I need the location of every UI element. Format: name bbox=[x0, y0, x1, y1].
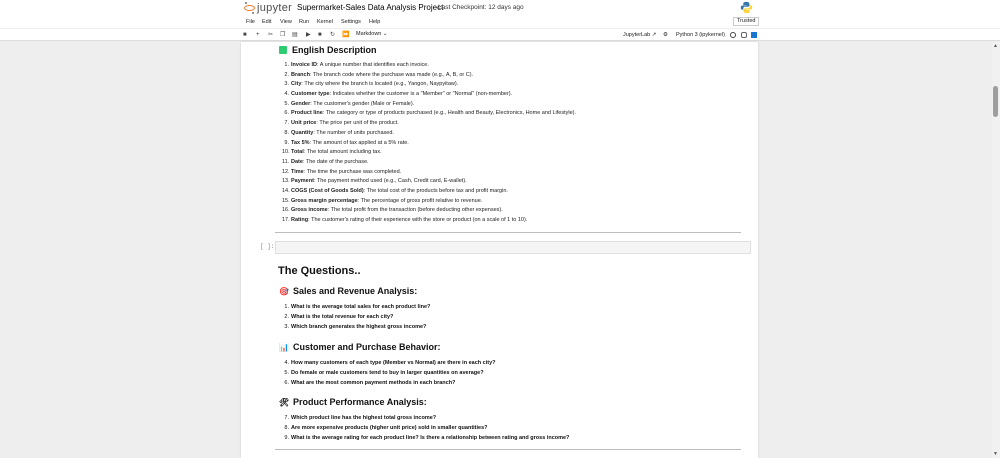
python-logo-icon bbox=[740, 1, 753, 14]
term: City bbox=[291, 81, 302, 88]
tools-icon: 🛠 bbox=[279, 397, 290, 407]
term: Payment bbox=[291, 178, 314, 185]
list-item bbox=[282, 158, 576, 168]
question-item bbox=[282, 358, 495, 368]
jupyter-logo-icon bbox=[244, 2, 255, 14]
bar-chart-icon: 📊 bbox=[279, 342, 289, 352]
term: Branch bbox=[291, 71, 310, 78]
list-item bbox=[282, 187, 576, 197]
jupyter-logo[interactable] bbox=[244, 2, 292, 14]
term-description: : The category or type of products purchased (e.g., Health and Beauty, Electronics, Home and Lifestyle). bbox=[322, 110, 577, 117]
term-description: : The city where the branch is located (e.g., Yangon, Naypyitaw). bbox=[301, 81, 459, 88]
section-heading-customer bbox=[279, 342, 441, 352]
term-description: : The price per unit of the product. bbox=[316, 120, 399, 127]
term-description: : The payment method used (e.g., Cash, Credit card, E-wallet). bbox=[313, 178, 467, 185]
logo-text: jupyter bbox=[257, 2, 293, 14]
term-description: : The amount of tax applied at a 5% rate. bbox=[309, 139, 409, 146]
list-number: 4. bbox=[284, 91, 289, 98]
list-item bbox=[282, 177, 576, 187]
question-number: 3. bbox=[284, 324, 289, 330]
questions-title: The Questions.. bbox=[278, 265, 361, 277]
term-description: : The percentage of gross profit relative to revenue. bbox=[357, 197, 483, 204]
question-number: 1. bbox=[284, 304, 289, 310]
scroll-down-icon[interactable]: ▼ bbox=[993, 451, 998, 457]
empty-code-cell[interactable] bbox=[275, 241, 751, 254]
list-number: 2. bbox=[284, 71, 289, 78]
menu-bar bbox=[0, 17, 1000, 28]
question-text: Which branch generates the highest gross income? bbox=[291, 324, 427, 330]
question-item bbox=[282, 302, 430, 312]
english-description-title: English Description bbox=[292, 45, 377, 55]
term-description: : The customer's gender (Male or Female). bbox=[310, 100, 415, 107]
term: Gross margin percentage bbox=[291, 197, 358, 204]
english-description-list bbox=[282, 61, 576, 226]
question-number: 5. bbox=[284, 370, 289, 376]
list-number: 1. bbox=[284, 62, 289, 68]
question-text: What is the average total sales for each product line? bbox=[291, 304, 431, 310]
fast-forward-icon[interactable]: ⏩ bbox=[342, 32, 350, 38]
menu-view[interactable]: View bbox=[280, 19, 292, 25]
term-description: : The number of units purchased. bbox=[313, 129, 394, 136]
paste-icon[interactable]: ▤ bbox=[292, 32, 298, 38]
menu-edit[interactable]: Edit bbox=[262, 19, 272, 25]
jupyterlab-label: JupyterLab bbox=[623, 32, 651, 38]
term: Tax 5% bbox=[291, 139, 310, 146]
term-description: : The total cost of the products before tax and profit margin. bbox=[363, 187, 508, 194]
term: Unit price bbox=[291, 120, 317, 127]
question-number: 2. bbox=[284, 314, 289, 320]
menu-run[interactable]: Run bbox=[299, 19, 310, 25]
list-item bbox=[282, 139, 576, 149]
notebook-toolbar bbox=[0, 29, 1000, 41]
list-item bbox=[282, 119, 576, 129]
question-item bbox=[282, 423, 569, 433]
term: Quantity bbox=[291, 129, 314, 136]
restart-icon[interactable]: ↻ bbox=[330, 32, 336, 38]
questions-list-customer bbox=[282, 358, 495, 388]
external-link-icon: ↗ bbox=[651, 32, 657, 38]
term: Rating bbox=[291, 217, 309, 223]
notebook-title[interactable]: Supermarket-Sales Data Analysis Project bbox=[297, 3, 444, 12]
list-number: 7. bbox=[284, 120, 289, 127]
term: Gender bbox=[291, 100, 311, 107]
term: Invoice ID bbox=[291, 62, 317, 68]
list-item bbox=[282, 168, 576, 178]
section-title: Sales and Revenue Analysis: bbox=[293, 286, 418, 296]
menu-file[interactable]: File bbox=[246, 19, 255, 25]
menu-settings[interactable]: Settings bbox=[341, 19, 361, 25]
question-text: Are more expensive products (higher unit price) sold in smaller quantities? bbox=[291, 425, 488, 431]
list-item bbox=[282, 197, 576, 207]
term-description: : The time the purchase was completed. bbox=[303, 168, 402, 175]
trusted-indicator[interactable]: Trusted bbox=[733, 17, 759, 26]
question-text: Which product line has the highest total gross income? bbox=[291, 415, 437, 421]
list-number: 16. bbox=[282, 207, 290, 214]
list-number: 17. bbox=[282, 217, 290, 223]
english-description-heading bbox=[279, 45, 377, 55]
question-number: 7. bbox=[284, 415, 289, 421]
list-item bbox=[282, 71, 576, 81]
question-number: 6. bbox=[284, 380, 289, 386]
cell-type-select[interactable] bbox=[356, 31, 388, 37]
chevron-down-icon: ⌄ bbox=[382, 31, 388, 37]
cut-icon[interactable]: ✂ bbox=[268, 32, 274, 38]
question-number: 8. bbox=[284, 425, 289, 431]
term: Gross income bbox=[291, 207, 328, 214]
scrollbar[interactable] bbox=[992, 42, 1000, 458]
stop-icon[interactable]: ■ bbox=[318, 32, 322, 38]
scrollbar-thumb[interactable] bbox=[993, 86, 998, 117]
list-number: 10. bbox=[282, 149, 290, 156]
section-title: Product Performance Analysis: bbox=[293, 397, 427, 407]
term-description: : The total profit from the transaction (before deducting other expenses). bbox=[327, 207, 503, 214]
list-item bbox=[282, 90, 576, 100]
cell-type-value: Markdown bbox=[356, 31, 382, 37]
scroll-up-icon[interactable]: ▲ bbox=[993, 43, 998, 49]
jupyterlab-link[interactable] bbox=[623, 32, 656, 38]
term: Date bbox=[291, 158, 303, 165]
question-number: 4. bbox=[284, 360, 289, 366]
top-header bbox=[0, 0, 1000, 17]
term: Time bbox=[291, 168, 304, 175]
list-number: 12. bbox=[282, 168, 290, 175]
list-number: 11. bbox=[282, 158, 290, 165]
cell-prompt: [ ]: bbox=[260, 243, 275, 250]
question-text: What is the average rating for each product line? Is there a relationship between rating and gross income? bbox=[291, 435, 570, 441]
list-item bbox=[282, 216, 576, 226]
menu-help[interactable]: Help bbox=[369, 19, 381, 25]
list-number: 14. bbox=[282, 187, 290, 194]
list-number: 13. bbox=[282, 178, 290, 185]
list-number: 15. bbox=[282, 197, 290, 204]
debugger-icon[interactable] bbox=[741, 32, 747, 38]
settings-icon[interactable]: ⚙ bbox=[663, 32, 668, 38]
menu-kernel[interactable]: Kernel bbox=[317, 19, 333, 25]
term-description: : The branch code where the purchase was made (e.g., A, B, or C). bbox=[309, 71, 474, 78]
question-text: What is the total revenue for each city? bbox=[291, 314, 394, 320]
question-item bbox=[282, 413, 569, 423]
kernel-status-icon bbox=[730, 32, 736, 38]
term-description: : A unique number that identifies each invoice. bbox=[316, 62, 429, 68]
copy-icon[interactable]: ❐ bbox=[280, 32, 286, 38]
divider bbox=[275, 449, 741, 450]
kernel-name[interactable]: Python 3 (ipykernel) bbox=[676, 32, 725, 38]
term: Customer type bbox=[291, 91, 330, 98]
section-heading-sales bbox=[279, 286, 417, 296]
question-item bbox=[282, 433, 569, 443]
term-description: : The total amount including tax. bbox=[303, 149, 382, 156]
question-item bbox=[282, 378, 495, 388]
list-item bbox=[282, 129, 576, 139]
term: COGS (Cost of Goods Sold) bbox=[291, 187, 364, 194]
save-icon[interactable]: ■ bbox=[243, 32, 247, 38]
questions-list-sales bbox=[282, 302, 430, 332]
question-item bbox=[282, 368, 495, 378]
question-text: What are the most common payment methods in each branch? bbox=[291, 380, 456, 386]
question-item bbox=[282, 312, 430, 322]
question-item bbox=[282, 322, 430, 332]
list-number: 8. bbox=[284, 129, 289, 136]
question-text: Do female or male customers tend to buy in larger quantities on average? bbox=[291, 370, 484, 376]
divider bbox=[275, 232, 741, 233]
target-icon: 🎯 bbox=[279, 286, 289, 296]
green-square-icon bbox=[279, 46, 287, 54]
property-inspector-icon[interactable] bbox=[751, 32, 757, 38]
list-item bbox=[282, 148, 576, 158]
question-text: How many customers of each type (Member vs Normal) are there in each city? bbox=[291, 360, 496, 366]
list-number: 9. bbox=[284, 139, 289, 146]
questions-list-product bbox=[282, 413, 569, 443]
list-number: 5. bbox=[284, 100, 289, 107]
list-item bbox=[282, 206, 576, 216]
term-description: : Indicates whether the customer is a "Member" or "Normal" (non-member). bbox=[329, 91, 513, 98]
list-item bbox=[282, 61, 576, 71]
term: Total bbox=[291, 149, 304, 156]
term: Product line bbox=[291, 110, 323, 117]
section-title: Customer and Purchase Behavior: bbox=[293, 342, 441, 352]
term-description: : The customer's rating of their experience with the store or product (on a scale of 1 to 10). bbox=[308, 217, 528, 223]
list-item bbox=[282, 100, 576, 110]
checkpoint-status: Last Checkpoint: 12 days ago bbox=[438, 4, 524, 11]
add-cell-icon[interactable]: + bbox=[256, 32, 260, 38]
list-number: 6. bbox=[284, 110, 289, 117]
list-item bbox=[282, 109, 576, 119]
question-number: 9. bbox=[284, 435, 289, 441]
section-heading-product bbox=[279, 397, 427, 407]
list-number: 3. bbox=[284, 81, 289, 88]
list-item bbox=[282, 80, 576, 90]
term-description: : The date of the purchase. bbox=[302, 158, 369, 165]
run-icon[interactable]: ▶ bbox=[306, 32, 311, 38]
